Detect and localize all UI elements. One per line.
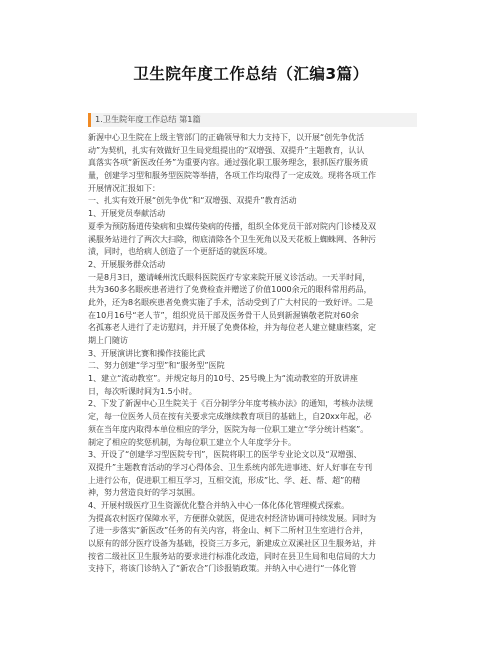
body-text-line: 一是8月3日，邀请嵊州沈氏眼科医院医疗专家来院开展义诊活动。一天半时间， bbox=[88, 272, 371, 282]
body-text-line: 支持下，将该门诊纳入了“新农合”门诊报销政策。并纳入中心进行“一体化管 bbox=[88, 564, 357, 574]
body-text-line: 一、扎实有效开展“创先争优”和“双增强、双提升”教育活动 bbox=[88, 196, 297, 206]
body-text-line: 2、下发了新渥中心卫生院关于《百分制学分年度考核办法》的通知，考核办法规 bbox=[88, 399, 374, 409]
body-text-line: 2、开展服务群众活动 bbox=[88, 259, 166, 269]
body-text-line: 3、开设了“创建学习型医院专刊”，医院将职工的医学专业论文以及“双增强、 bbox=[88, 450, 362, 460]
body-text-line: 1、建立“流动教室”。并规定每月的10号、25号晚上为“流动教室的开放讲座 bbox=[88, 374, 358, 384]
section-heading-bar bbox=[88, 113, 417, 127]
document-title: 卫生院年度工作总结（汇编3篇） bbox=[133, 65, 369, 83]
body-text-line: 双提升”主题教育活动的学习心得体会、卫生系统内部先进事迹、好人好事在专刊 bbox=[88, 462, 373, 472]
body-text-line: 为提高农村医疗保障水平，方便群众就医，促进农村经济协调可持续发展。同时为 bbox=[88, 513, 376, 523]
body-text-line: 了进一步落实“新医改”任务的有关内容，将金山、柯下二所村卫生室进行合并， bbox=[88, 526, 369, 536]
body-text-line: 真落实各项“新医改任务”为重要内容。通过强化职工服务理念，狠抓医疗服务质 bbox=[88, 158, 369, 168]
body-text-line: 4、开展村级医疗卫生资源优化整合并纳入中心一体化体化管理模式探索。 bbox=[88, 500, 350, 510]
body-text-line: 定，每一位医务人员在按有关要求完成继续教育项目的基础上，自20xx年起，必 bbox=[88, 412, 372, 422]
section-heading: 1.卫生院年度工作总结 第1篇 bbox=[95, 114, 201, 124]
body-text-line: 在10月16号“老人节”，组织党员干部及医务骨干人员到新渥镇敬老院对60余 bbox=[88, 310, 359, 320]
body-text-line: 溪服务站进行了两次大扫除，彻底清除各个卫生死角以及天花板上蜘蛛网、各种污 bbox=[88, 234, 376, 244]
body-text-line: 共为360多名眼疾患者进行了免费检查并赠送了价值1000余元的眼科常用药品， bbox=[88, 285, 372, 295]
body-text-line: 上进行公布，促进职工相互学习，互相交流，形成”比、学、赶、帮、超”的精 bbox=[88, 475, 361, 485]
body-text-line: 须在当年度内取得本单位相应的学分，医院为每一位职工建立“学分统计档案”。 bbox=[88, 424, 369, 434]
body-text-line: 1、开展党员奉献活动 bbox=[88, 209, 166, 219]
body-text-line: 日，每次听课时间为1.5小时。 bbox=[88, 386, 197, 396]
document-body bbox=[88, 132, 414, 576]
body-text-line: 制定了相应的奖惩机制，为每位职工建立个人年度学分卡。 bbox=[88, 437, 296, 447]
body-text-line: 开展情况汇报如下： bbox=[88, 183, 160, 193]
body-text-line: 新渥中心卫生院在上级主管部门的正确领导和大力支持下，以开展“创先争优活 bbox=[88, 133, 365, 142]
body-text-line: 以原有的部分医疗设备为基础，投资三万多元，新建成立双溪社区卫生服务站，并 bbox=[88, 539, 376, 548]
body-text-line: 二、努力创建“学习型”和“服务型”医院 bbox=[88, 361, 225, 371]
body-text-line: 3、开展演讲比赛和操作技能比武 bbox=[88, 348, 206, 358]
body-text-line: 动”为契机，扎实有效做好卫生局党组提出的“双增强、双提升”主题教育，认认 bbox=[88, 145, 365, 155]
body-text-line: 按省二级社区卫生服务站的要求进行标准化改造，同时在县卫生局和电信局的大力 bbox=[88, 551, 376, 561]
body-text-line: 此外，还为8名眼疾患者免费实施了手术，活动受到了广大村民的一致好评。二是 bbox=[88, 297, 374, 307]
body-text-line: 夏季为预防肠道传染病和虫媒传染病的传播，组织全体党员干部对院内门诊楼及双 bbox=[88, 221, 376, 231]
body-text-line: 名孤寡老人进行了走访慰问，并开展了免费体检，并为每位老人建立健康档案，定 bbox=[88, 323, 376, 333]
body-text-line: 神，努力营造良好的学习氛围。 bbox=[88, 488, 200, 498]
body-text-line: 量，创建学习型和服务型医院等举措，各项工作均取得了一定成效。现将各项工作 bbox=[88, 171, 376, 181]
body-text-line: 期上门随访 bbox=[88, 336, 128, 345]
body-text-line: 渍，同时，也给病人创造了一个更舒适的就医环境。 bbox=[88, 247, 272, 257]
